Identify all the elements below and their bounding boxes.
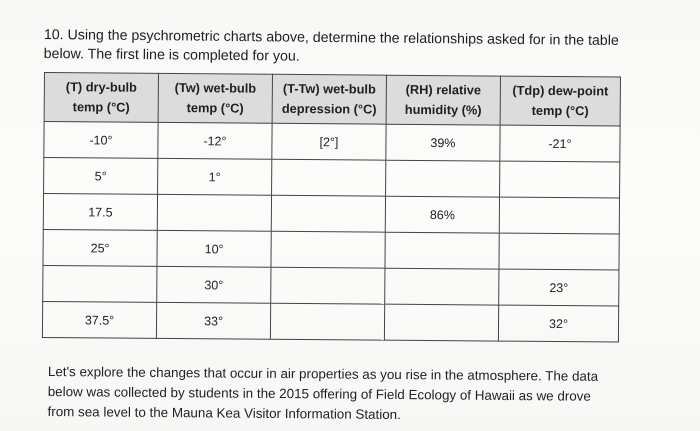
table-cell: 30°	[157, 266, 271, 303]
table-cell	[386, 160, 500, 197]
table-row	[44, 158, 620, 199]
question-line-2: below. The first line is completed for you.	[43, 45, 300, 65]
table-cell: 37.5°	[42, 301, 156, 338]
header-line-2: humidity (%)	[404, 101, 482, 118]
table-cell: -21°	[500, 125, 620, 162]
table-cell: 39%	[386, 124, 500, 161]
header-line-1: (T) dry-bulb	[65, 79, 137, 95]
paragraph-line-1: Let's explore the changes that occur in air properties as you rise in the atmosphere. The data	[47, 363, 599, 384]
table-row	[43, 265, 619, 306]
question-line-1: 10. Using the psychrometric charts above, determine the relationships asked for in the table	[43, 26, 619, 50]
table-cell: 25°	[43, 229, 157, 266]
table-cell	[271, 231, 385, 268]
question-text	[44, 26, 664, 70]
table-cell: 10°	[157, 230, 271, 267]
header-line-2: depression (°C)	[281, 100, 377, 117]
table-cell: 23°	[499, 269, 619, 306]
table-cell	[500, 161, 620, 198]
table-cell	[385, 268, 499, 305]
table-cell	[270, 303, 384, 340]
header-dew-point	[500, 76, 620, 126]
table-row	[43, 194, 619, 235]
table-cell: 86%	[385, 196, 499, 233]
table-cell	[271, 267, 385, 304]
header-wet-bulb-depression	[272, 74, 386, 124]
table-cell	[499, 197, 619, 234]
table-row	[44, 122, 620, 163]
intro-paragraph	[47, 362, 628, 427]
table-header-row	[44, 73, 620, 127]
header-dry-bulb	[44, 73, 158, 123]
table-cell: 5°	[44, 158, 158, 195]
header-line-1: (RH) relative	[405, 81, 482, 98]
header-line-2: temp (°C)	[531, 102, 589, 119]
table-cell	[384, 304, 498, 341]
table-cell: 33°	[156, 302, 270, 339]
header-line-2: temp (°C)	[72, 99, 130, 115]
table-row	[43, 229, 619, 270]
header-line-2: temp (°C)	[186, 100, 244, 116]
table-cell	[499, 233, 619, 270]
table-row	[42, 301, 618, 342]
header-line-1: (T-Tw) wet-bulb	[282, 80, 376, 97]
table-cell: [2°]	[272, 123, 386, 160]
table-cell	[157, 194, 271, 231]
table-cell: -10°	[44, 122, 158, 159]
table-cell	[385, 232, 499, 269]
psychrometric-table	[42, 72, 624, 343]
header-line-1: (Tdp) dew-point	[512, 82, 609, 99]
header-relative-humidity	[386, 75, 500, 125]
table-cell: 17.5	[43, 194, 157, 231]
header-line-1: (Tw) wet-bulb	[174, 80, 257, 96]
table-cell: 32°	[498, 305, 618, 342]
header-wet-bulb	[158, 73, 272, 123]
paragraph-line-3: from sea level to the Mauna Kea Visitor Information Station.	[47, 403, 401, 423]
table-cell	[272, 159, 386, 196]
table-cell	[43, 265, 157, 302]
table-cell: -12°	[158, 122, 272, 159]
table-cell: 1°	[158, 158, 272, 195]
table-cell	[271, 195, 385, 232]
paragraph-line-2: below was collected by students in the 2015 offering of Field Ecology of Hawaii as we drove	[47, 383, 591, 404]
